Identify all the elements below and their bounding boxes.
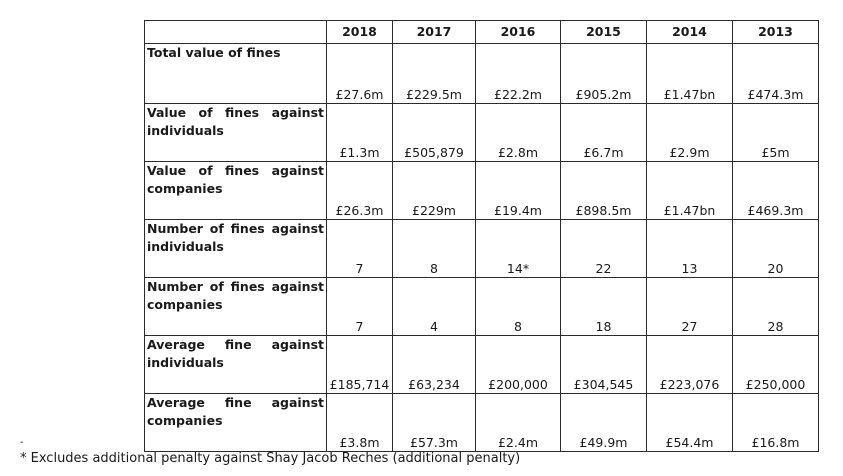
- row-label: Number of fines against individuals: [145, 220, 327, 278]
- table-cell: £2.8m: [476, 104, 561, 162]
- year-header: 2017: [393, 21, 476, 44]
- table-cell: 8: [393, 220, 476, 278]
- header-corner-cell: [145, 21, 327, 44]
- table-cell: £229m: [393, 162, 476, 220]
- table-cell: £2.9m: [647, 104, 733, 162]
- table-cell: 7: [327, 220, 393, 278]
- row-label: Number of fines against companies: [145, 278, 327, 336]
- table-cell: 28: [733, 278, 819, 336]
- table-cell: 20: [733, 220, 819, 278]
- table-row: [145, 44, 819, 104]
- footnote-dash: -: [20, 437, 24, 448]
- header-row: [145, 21, 819, 44]
- table-cell: 27: [647, 278, 733, 336]
- table-cell: £898.5m: [561, 162, 647, 220]
- year-header: 2013: [733, 21, 819, 44]
- table-cell: £27.6m: [327, 44, 393, 104]
- year-header: 2016: [476, 21, 561, 44]
- footnote: * Excludes additional penalty against Shay Jacob Reches (additional penalty): [20, 451, 521, 466]
- table-cell: £16.8m: [733, 394, 819, 452]
- table-cell: £250,000: [733, 336, 819, 394]
- table-row: [145, 394, 819, 452]
- table-cell: 22: [561, 220, 647, 278]
- table-cell: £1.47bn: [647, 44, 733, 104]
- row-label: Value of fines against companies: [145, 162, 327, 220]
- table-cell: £49.9m: [561, 394, 647, 452]
- table-cell: 8: [476, 278, 561, 336]
- table-row: [145, 162, 819, 220]
- row-label: Average fine against individuals: [145, 336, 327, 394]
- table-row: [145, 220, 819, 278]
- table-cell: £223,076: [647, 336, 733, 394]
- table-cell: £474.3m: [733, 44, 819, 104]
- year-header: 2014: [647, 21, 733, 44]
- table-cell: £6.7m: [561, 104, 647, 162]
- table-cell: £905.2m: [561, 44, 647, 104]
- table-cell: £469.3m: [733, 162, 819, 220]
- table-cell: £185,714: [327, 336, 393, 394]
- table-cell: £19.4m: [476, 162, 561, 220]
- year-header: 2018: [327, 21, 393, 44]
- table-row: [145, 104, 819, 162]
- table-cell: £26.3m: [327, 162, 393, 220]
- table-cell: 18: [561, 278, 647, 336]
- table-cell: £229.5m: [393, 44, 476, 104]
- table-cell: £304,545: [561, 336, 647, 394]
- table-cell: 4: [393, 278, 476, 336]
- table-cell: 14*: [476, 220, 561, 278]
- table-cell: £2.4m: [476, 394, 561, 452]
- table-cell: 7: [327, 278, 393, 336]
- fines-table: [144, 20, 819, 452]
- table-cell: £22.2m: [476, 44, 561, 104]
- table-cell: £3.8m: [327, 394, 393, 452]
- table-cell: £200,000: [476, 336, 561, 394]
- row-label: Total value of fines: [145, 44, 327, 104]
- year-header: 2015: [561, 21, 647, 44]
- table-row: [145, 336, 819, 394]
- table-cell: £1.47bn: [647, 162, 733, 220]
- table-cell: 13: [647, 220, 733, 278]
- table-cell: £5m: [733, 104, 819, 162]
- table-row: [145, 278, 819, 336]
- row-label: Value of fines against individuals: [145, 104, 327, 162]
- table-cell: £54.4m: [647, 394, 733, 452]
- row-label: Average fine against companies: [145, 394, 327, 452]
- table-cell: £57.3m: [393, 394, 476, 452]
- table-cell: £1.3m: [327, 104, 393, 162]
- table-cell: £63,234: [393, 336, 476, 394]
- table-cell: £505,879: [393, 104, 476, 162]
